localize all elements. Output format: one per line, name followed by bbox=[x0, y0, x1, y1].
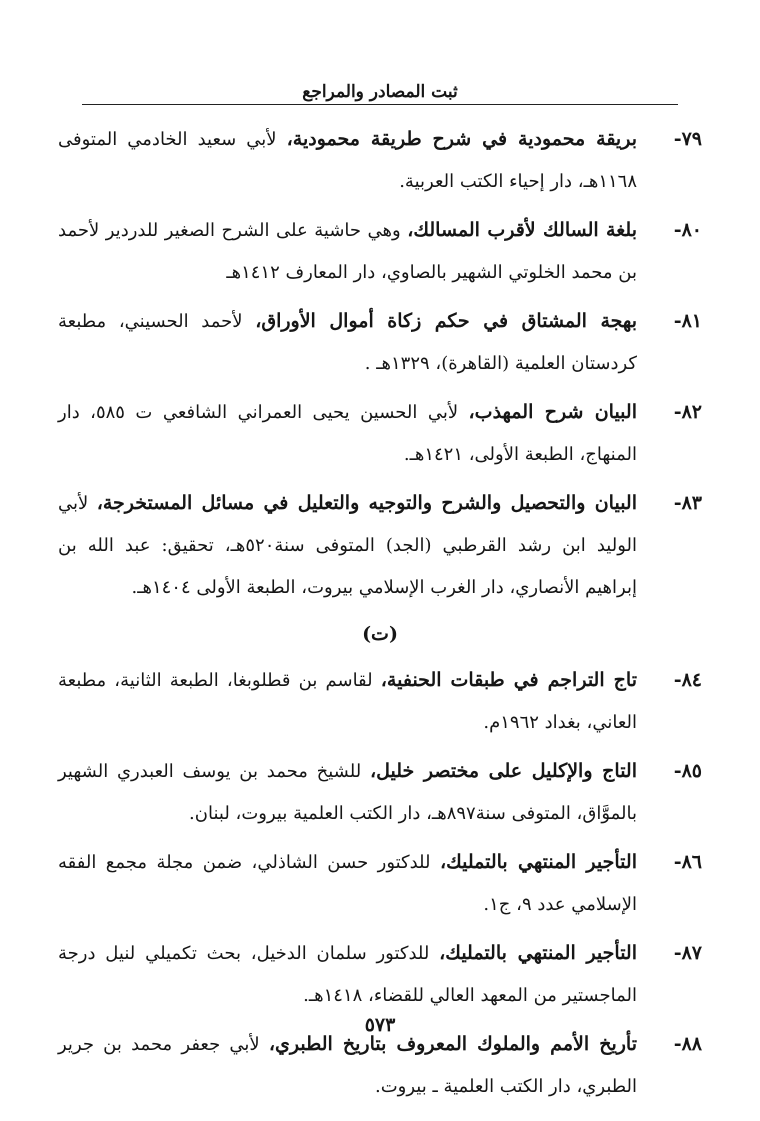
bibliography-entry-82 bbox=[58, 391, 702, 476]
section-heading: (ت) bbox=[362, 623, 398, 645]
entry-text: لأبي الوليد ابن رشد القرطبي (الجد) المتوفى سنة٥٢٠هـ، تحقيق: عبد الله بن إبراهيم الأنصاري، دار الغرب الإسلامي بيروت، الطبعة الأولى ١٤٠٤هـ. bbox=[58, 493, 637, 598]
entry-body bbox=[58, 118, 637, 203]
entry-title: التأجير المنتهي بالتمليك، bbox=[439, 851, 637, 873]
entry-body bbox=[58, 659, 637, 744]
entry-number: ٨٣- bbox=[673, 492, 702, 514]
page-number: ٥٧٣ bbox=[364, 1014, 396, 1036]
entry-title: تاج التراجم في طبقات الحنفية، bbox=[380, 669, 637, 691]
entry-text: لأحمد الحسيني، مطبعة كردستان العلمية (القاهرة)، ١٣٢٩هـ . bbox=[58, 311, 637, 374]
bibliography-entry-86 bbox=[58, 841, 702, 926]
bibliography-list bbox=[58, 118, 702, 1114]
entry-text: لأبي سعيد الخادمي المتوفى ١١٦٨هـ، دار إحياء الكتب العربية. bbox=[58, 129, 637, 192]
running-header: ثبت المصادر والمراجع bbox=[302, 82, 458, 102]
entry-text: لأبي جعفر محمد بن جرير الطبري، دار الكتب العلمية ـ بيروت. bbox=[58, 1034, 637, 1097]
entry-text: للشيخ محمد بن يوسف العبدري الشهير بالموَّاق، المتوفى سنة٨٩٧هـ، دار الكتب العلمية بيروت، لبنان. bbox=[58, 761, 637, 824]
entry-number: ٨٠- bbox=[673, 219, 702, 241]
entry-body bbox=[58, 391, 637, 476]
entry-text: لقاسم بن قطلوبغا، الطبعة الثانية، مطبعة العاني، بغداد ١٩٦٢م. bbox=[58, 670, 637, 733]
entry-text: لأبي الحسين يحيى العمراني الشافعي ت ٥٨٥، دار المنهاج، الطبعة الأولى، ١٤٢١هـ. bbox=[58, 402, 637, 465]
entry-number: ٧٩- bbox=[673, 128, 702, 150]
entry-title: التاج والإكليل على مختصر خليل، bbox=[369, 760, 638, 782]
entry-title: البيان شرح المهذب، bbox=[468, 401, 637, 423]
entry-body bbox=[58, 209, 637, 294]
entry-text: للدكتور حسن الشاذلي، ضمن مجلة مجمع الفقه الإسلامي عدد ٩، ج١. bbox=[58, 852, 637, 915]
entry-text: للدكتور سلمان الدخيل، بحث تكميلي لنيل درجة الماجستير من المعهد العالي للقضاء، ١٤١٨هـ. bbox=[58, 943, 637, 1006]
bibliography-entry-87 bbox=[58, 932, 702, 1017]
header-divider bbox=[82, 104, 678, 105]
entry-title: بريقة محمودية في شرح طريقة محمودية، bbox=[286, 128, 637, 150]
entry-text: وهي حاشية على الشرح الصغير للدردير لأحمد بن محمد الخلوتي الشهير بالصاوي، دار المعارف ١٤١٢هـ bbox=[58, 220, 637, 283]
entry-number: ٨١- bbox=[673, 310, 702, 332]
entry-title: تأريخ الأمم والملوك المعروف بتاريخ الطبري، bbox=[268, 1033, 638, 1055]
entry-title: التأجير المنتهي بالتمليك، bbox=[439, 942, 637, 964]
bibliography-entry-80 bbox=[58, 209, 702, 294]
entry-body bbox=[58, 932, 637, 1017]
entry-title: بلغة السالك لأقرب المسالك، bbox=[407, 219, 637, 241]
entry-number: ٨٨- bbox=[673, 1033, 702, 1055]
bibliography-entry-84 bbox=[58, 659, 702, 744]
entry-body bbox=[58, 300, 637, 385]
entry-body bbox=[58, 482, 637, 609]
entry-body bbox=[58, 750, 637, 835]
entry-title: البيان والتحصيل والشرح والتوجيه والتعليل في مسائل المستخرجة، bbox=[96, 492, 638, 514]
bibliography-entry-81 bbox=[58, 300, 702, 385]
bibliography-entry-85 bbox=[58, 750, 702, 835]
entry-number: ٨٤- bbox=[673, 669, 702, 691]
entry-number: ٨٧- bbox=[673, 942, 702, 964]
entry-number: ٨٢- bbox=[673, 401, 702, 423]
entry-title: بهجة المشتاق في حكم زكاة أموال الأوراق، bbox=[255, 310, 637, 332]
entry-body bbox=[58, 841, 637, 926]
entry-number: ٨٦- bbox=[673, 851, 702, 873]
entry-number: ٨٥- bbox=[673, 760, 702, 782]
bibliography-entry-83 bbox=[58, 482, 702, 609]
bibliography-entry-79 bbox=[58, 118, 702, 203]
